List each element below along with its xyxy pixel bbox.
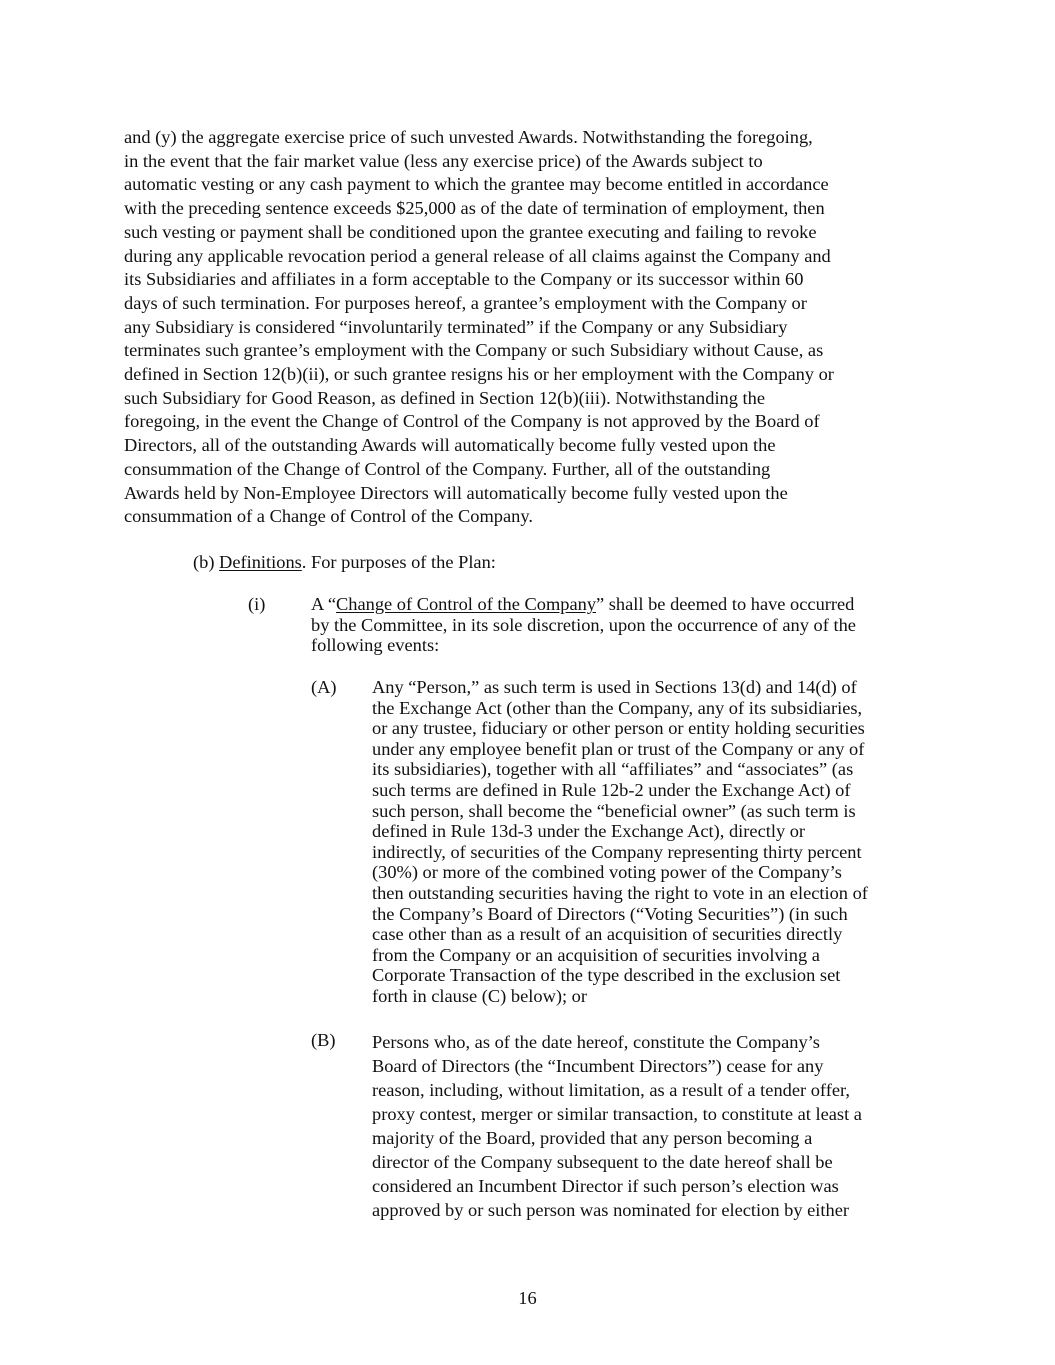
text-line: days of such termination. For purposes hereof, a grantee’s employment with the Company or bbox=[124, 292, 807, 313]
intro-paragraph bbox=[124, 126, 934, 529]
definitions-heading bbox=[193, 551, 496, 574]
item-i-lead: A “ bbox=[311, 594, 337, 614]
item-b-label: (B) bbox=[311, 1030, 336, 1050]
text-line: such vesting or payment shall be conditioned upon the grantee executing and failing to revoke bbox=[124, 221, 817, 242]
text-line: terminates such grantee’s employment with the Company or such Subsidiary without Cause, as bbox=[124, 340, 824, 361]
text-line: consummation of a Change of Control of the Company. bbox=[124, 506, 533, 527]
text-line: Awards held by Non-Employee Directors will automatically become fully vested upon the bbox=[124, 482, 788, 503]
text-line: its subsidiaries), together with all “affiliates” and “associates” (as bbox=[372, 759, 854, 780]
item-a-body bbox=[372, 677, 942, 1007]
definitions-suffix: . For purposes of the Plan: bbox=[301, 552, 496, 572]
item-i-first-line bbox=[311, 594, 941, 615]
text-line: automatic vesting or any cash payment to which the grantee may become entitled in accordance bbox=[124, 174, 829, 195]
text-line: considered an Incumbent Director if such person’s election was bbox=[372, 1176, 839, 1196]
text-line: proxy contest, merger or similar transaction, to constitute at least a bbox=[372, 1104, 862, 1124]
text-line: indirectly, of securities of the Company representing thirty percent bbox=[372, 841, 862, 862]
text-line: the Exchange Act (other than the Company, any of its subsidiaries, bbox=[372, 697, 863, 718]
text-line: during any applicable revocation period a general release of all claims against the Company and bbox=[124, 245, 831, 266]
text-line: defined in Rule 13d-3 under the Exchange Act), directly or bbox=[372, 821, 806, 842]
definitions-title: Definitions bbox=[219, 552, 302, 572]
text-line: or any trustee, fiduciary or other person or entity holding securities bbox=[372, 718, 865, 739]
text-line: such person, shall become the “beneficial owner” (as such term is bbox=[372, 800, 856, 821]
text-line: from the Company or an acquisition of securities involving a bbox=[372, 944, 820, 965]
text-line: director of the Company subsequent to the date hereof shall be bbox=[372, 1152, 833, 1172]
text-line: Corporate Transaction of the type described in the exclusion set bbox=[372, 965, 841, 986]
text-line: majority of the Board, provided that any person becoming a bbox=[372, 1128, 813, 1148]
text-line: with the preceding sentence exceeds $25,000 as of the date of termination of employment, then bbox=[124, 198, 825, 219]
text-line: in the event that the fair market value (less any exercise price) of the Awards subject to bbox=[124, 150, 763, 171]
item-a-label: (A) bbox=[311, 677, 337, 697]
text-line: defined in Section 12(b)(ii), or such grantee resigns his or her employment with the Company or bbox=[124, 364, 834, 385]
text-line: then outstanding securities having the right to vote in an election of bbox=[372, 882, 868, 903]
text-line: by the Committee, in its sole discretion, upon the occurrence of any of the bbox=[311, 614, 856, 635]
text-line: such terms are defined in Rule 12b-2 under the Exchange Act) of bbox=[372, 779, 851, 800]
text-line: (30%) or more of the combined voting power of the Company’s bbox=[372, 862, 842, 883]
text-line: the Company’s Board of Directors (“Voting Securities”) (in such bbox=[372, 903, 848, 924]
text-line: Directors, all of the outstanding Awards will automatically become fully vested upon the bbox=[124, 435, 776, 456]
text-line: such Subsidiary for Good Reason, as defined in Section 12(b)(iii). Notwithstanding the bbox=[124, 387, 766, 408]
text-line: forth in clause (C) below); or bbox=[372, 985, 588, 1006]
text-line: and (y) the aggregate exercise price of such unvested Awards. Notwithstanding the foregoing, bbox=[124, 127, 813, 147]
text-line: any Subsidiary is considered “involuntarily terminated” if the Company or any Subsidiary bbox=[124, 316, 788, 337]
item-i-body bbox=[311, 594, 941, 656]
text-line: Any “Person,” as such term is used in Sections 13(d) and 14(d) of bbox=[372, 677, 857, 697]
text-line: following events: bbox=[311, 635, 440, 656]
text-line: reason, including, without limitation, as a result of a tender offer, bbox=[372, 1080, 850, 1100]
text-line: foregoing, in the event the Change of Control of the Company is not approved by the Board of bbox=[124, 411, 820, 432]
text-line: approved by or such person was nominated for election by either bbox=[372, 1200, 849, 1220]
text-line: Board of Directors (the “Incumbent Directors”) cease for any bbox=[372, 1056, 824, 1076]
text-line: Persons who, as of the date hereof, constitute the Company’s bbox=[372, 1032, 820, 1052]
item-i-label: (i) bbox=[248, 594, 266, 614]
change-of-control-term: Change of Control of the Company bbox=[336, 594, 597, 614]
page-number: 16 bbox=[518, 1288, 537, 1308]
item-i-line1-rest: ” shall be deemed to have occurred bbox=[596, 594, 855, 614]
item-b-body bbox=[372, 1030, 942, 1222]
text-line: case other than as a result of an acquisition of securities directly bbox=[372, 924, 843, 945]
text-line: under any employee benefit plan or trust of the Company or any of bbox=[372, 738, 865, 759]
text-line: consummation of the Change of Control of the Company. Further, all of the outstanding bbox=[124, 458, 771, 479]
text-line: its Subsidiaries and affiliates in a form acceptable to the Company or its successor within 60 bbox=[124, 269, 804, 290]
definitions-prefix: (b) bbox=[193, 552, 220, 572]
